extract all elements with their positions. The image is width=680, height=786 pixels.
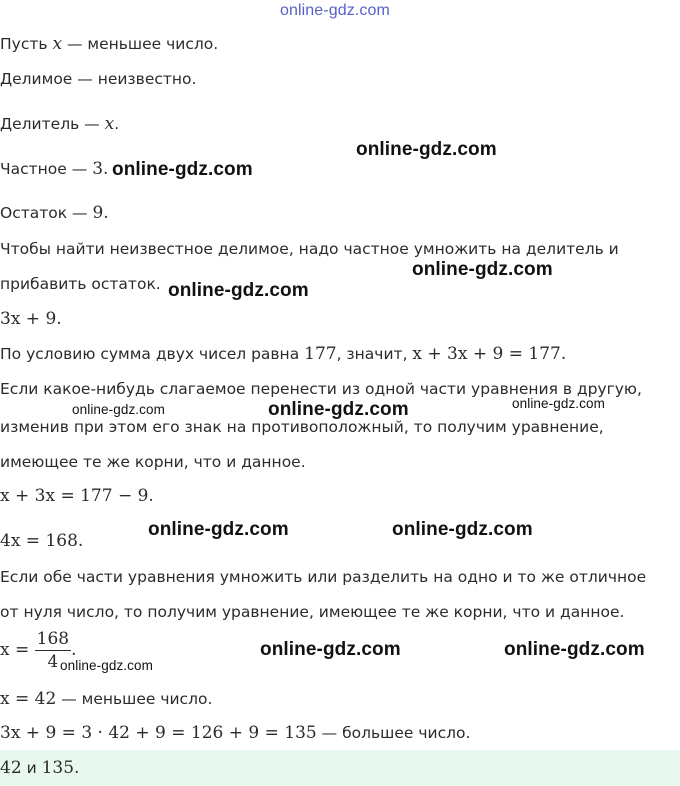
watermark: online-gdz.com: [268, 399, 409, 420]
line-larger: [0, 722, 470, 744]
site-header-watermark: online-gdz.com: [280, 2, 390, 19]
text: , значит,: [336, 345, 413, 363]
fraction-numerator: 168: [36, 629, 70, 649]
line-rule-4: изменив при этом его знак на противоположный, то получим уравнение,: [0, 418, 604, 436]
line-rule-5: имеющее те же корни, что и данное.: [0, 453, 306, 471]
line-rule-1: Чтобы найти неизвестное делимое, надо частное умножить на делитель и: [0, 240, 619, 258]
line-rule-6: Если обе части уравнения умножить или разделить на одно и то же отличное: [0, 568, 647, 586]
watermark: online-gdz.com: [412, 259, 553, 280]
text: — меньшее число.: [62, 35, 219, 53]
equation: x = 42: [0, 689, 57, 709]
equation: x + 3x + 9 = 177.: [412, 344, 567, 364]
line-rule-7: от нуля число, то получим уравнение, имеющее те же корни, что и данное.: [0, 603, 625, 621]
line-let-x: [0, 33, 218, 55]
equation-2: 4x = 168.: [0, 531, 84, 551]
text: Частное —: [0, 160, 93, 178]
text: Пусть: [0, 35, 53, 53]
math-var: x: [52, 34, 63, 54]
math-tail: .: [71, 640, 77, 660]
text: и: [21, 759, 42, 777]
answer-text: [0, 757, 79, 779]
fraction-denominator: 4: [47, 652, 59, 672]
text: — большее число.: [316, 724, 471, 742]
text: Остаток —: [0, 204, 93, 222]
line-divisor: [0, 113, 119, 135]
watermark: online-gdz.com: [112, 159, 253, 180]
math-value: 135.: [41, 758, 80, 778]
text: Делитель —: [0, 115, 105, 133]
answer-band: [0, 750, 680, 786]
watermark: online-gdz.com: [504, 639, 645, 660]
line-rule-2: прибавить остаток.: [0, 275, 161, 293]
line-condition: [0, 343, 566, 365]
line-quotient: [0, 158, 108, 180]
watermark: online-gdz.com: [512, 396, 605, 411]
watermark: online-gdz.com: [260, 639, 401, 660]
watermark: online-gdz.com: [148, 519, 289, 540]
watermark: online-gdz.com: [60, 658, 153, 673]
equation: 3x + 9 = 3 · 42 + 9 = 126 + 9 = 135: [0, 723, 317, 743]
line-remainder: [0, 202, 109, 224]
watermark: online-gdz.com: [392, 519, 533, 540]
text: По условию сумма двух чисел равна: [0, 345, 305, 363]
math-value: 42: [0, 758, 22, 778]
watermark: online-gdz.com: [356, 139, 497, 160]
watermark: online-gdz.com: [168, 280, 309, 301]
math-value: 3.: [92, 159, 109, 179]
line-dividend: Делимое — неизвестно.: [0, 70, 197, 88]
equation-1: x + 3x = 177 − 9.: [0, 486, 154, 506]
watermark: online-gdz.com: [72, 402, 165, 417]
math-lhs: x =: [0, 640, 35, 660]
math-var: x: [104, 114, 115, 134]
text: .: [114, 115, 120, 133]
line-expression: 3x + 9.: [0, 309, 62, 329]
math-value: 9.: [92, 203, 109, 223]
line-rule-3: Если какое-нибудь слагаемое перенести из одной части уравнения в другую,: [0, 380, 642, 398]
text: — меньшее число.: [56, 690, 213, 708]
math-value: 177: [304, 344, 337, 364]
line-smaller: [0, 688, 212, 710]
